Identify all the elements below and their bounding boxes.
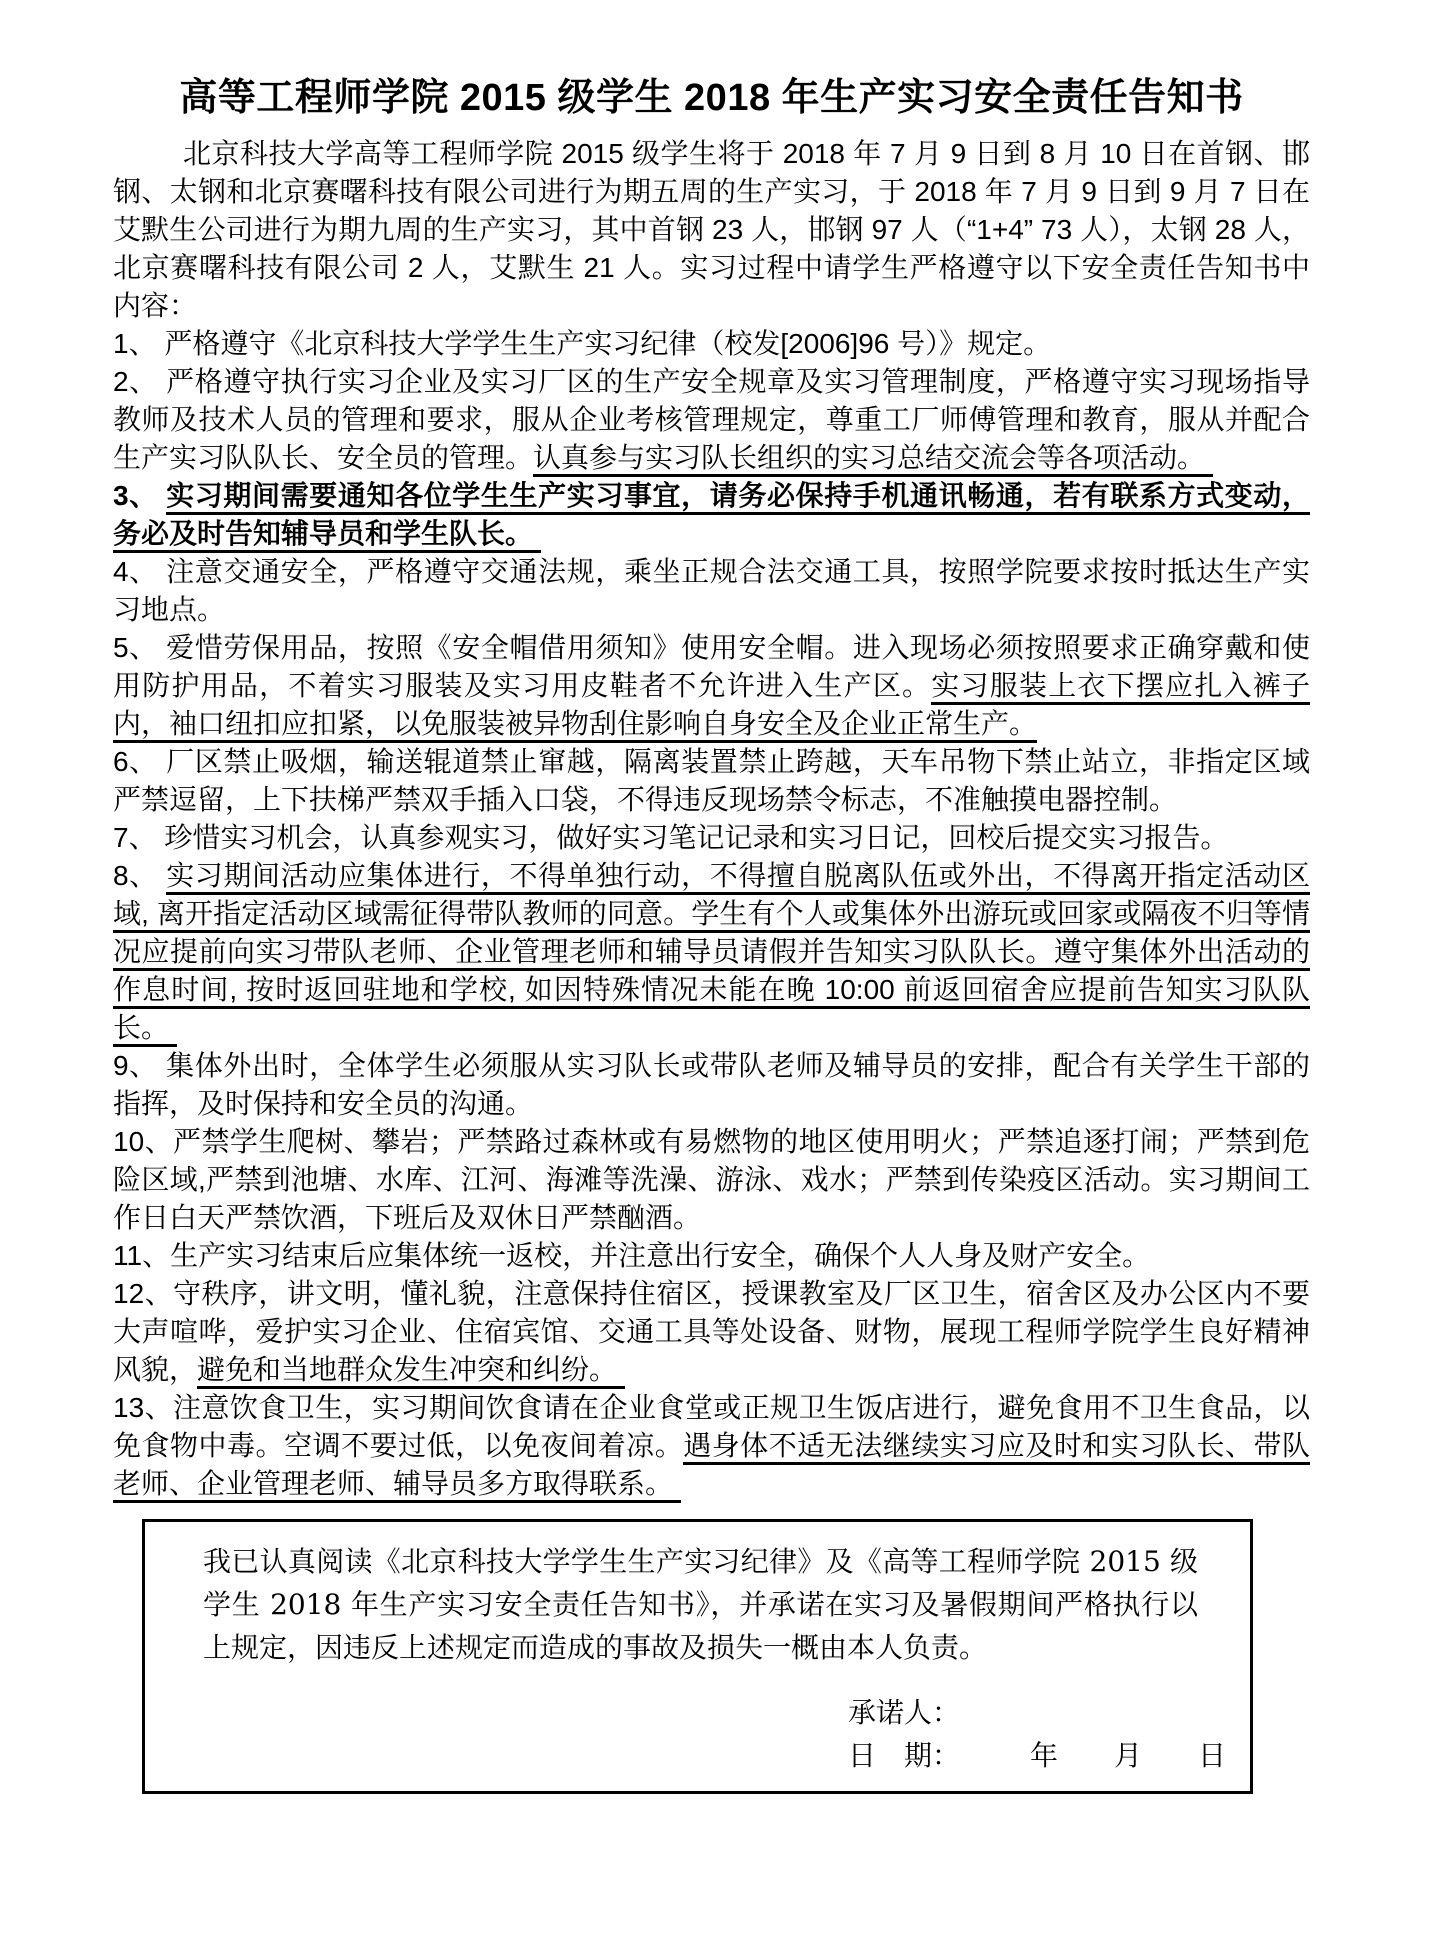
signer-label: 承诺人： — [848, 1696, 961, 1730]
item-1 — [113, 325, 1310, 363]
item-5 — [113, 629, 1310, 743]
text-run: 实习服装上衣下摆应扎入裤子内，袖口纽扣应扣紧，以免服装被异物刮住影响自身安全及企业正常生产。 — [113, 670, 1310, 743]
item-3 — [113, 477, 1310, 553]
text-run: 10、严禁学生爬树、攀岩；严禁路过森林或有易燃物的地区使用明火；严禁追逐打闹；严禁到危险区域,严禁到池塘、水库、江河、海滩等洗澡、游泳、戏水；严禁到传染疫区活动。实习期间工作日白天严禁饮酒，下班后及双休日严禁酗酒。 — [113, 1126, 1310, 1234]
item-6 — [113, 743, 1310, 819]
text-run: 认真参与实习队长组织的实习总结交流会等各项活动。 — [533, 442, 1213, 477]
text-run: 5、 爱惜劳保用品，按照《安全帽借用须知》使用安全帽。进入现场必须按照要求正确穿戴和使用防护用品，不着实习服装及实习用皮鞋者不允许进入生产区。 — [113, 632, 1310, 702]
text-run: 北京科技大学高等工程师学院 2015 级学生将于 2018 年 7 月 9 日到 8 月 10 日在首钢、邯钢、太钢和北京赛曙科技有限公司进行为期五周的生产实习，于 2018 年 7 月 9 日到 9 月 7 日在艾默生公司进行为期九周的生产实习，其中首钢 23 人，邯钢 97 人（“1+4” 73 人），太钢 28 人，北京赛曙科技有限公司 2 人，艾默生 21 人。实习过程中请学生严格遵守以下安全责任告知书中内容： — [113, 138, 1310, 322]
text-run: 遇身体不适无法继续实习应及时和实习队长、带队老师、企业管理老师、辅导员多方取得联系。 — [113, 1430, 1310, 1503]
intro-paragraph — [113, 135, 1310, 325]
text-run: 13、注意饮食卫生，实习期间饮食请在企业食堂或正规卫生饭店进行，避免食用不卫生食品，以免食物中毒。空调不要过低，以免夜间着凉。 — [113, 1392, 1310, 1462]
text-run: 6、 厂区禁止吸烟，输送辊道禁止窜越，隔离装置禁止跨越，天车吊物下禁止站立，非指定区域严禁逗留，上下扶梯严禁双手插入口袋，不得违反现场禁令标志，不准触摸电器控制。 — [113, 746, 1310, 816]
text-run: 7、 珍惜实习机会，认真参观实习，做好实习笔记记录和实习日记，回校后提交实习报告。 — [113, 822, 1229, 854]
item-10 — [113, 1123, 1310, 1237]
page-title: 高等工程师学院 2015 级学生 2018 年生产实习安全责任告知书 — [179, 77, 1244, 119]
text-run: 4、 注意交通安全，严格遵守交通法规，乘坐正规合法交通工具，按照学院要求按时抵达生产实习地点。 — [113, 556, 1310, 626]
signature-area — [848, 1691, 1227, 1777]
text-run: 11、生产实习结束后应集体统一返校，并注意出行安全，确保个人人身及财产安全。 — [113, 1240, 1151, 1272]
pledge-box — [142, 1519, 1253, 1794]
item-11 — [113, 1237, 1310, 1275]
text-run: 避免和当地群众发生冲突和纠纷。 — [197, 1354, 625, 1389]
item-13 — [113, 1389, 1310, 1503]
item-2 — [113, 363, 1310, 477]
pledge-statement: 我已认真阅读《北京科技大学学生生产实习纪律》及《高等工程师学院 2015 级学生 2018 年生产实习安全责任告知书》，并承诺在实习及暑假期间严格执行以上规定，因违反上述规定而造成的事故及损失一概由本人负责。 — [203, 1545, 1198, 1665]
text-run: 9、 集体外出时，全体学生必须服从实习队长或带队老师及辅导员的安排，配合有关学生干部的指挥，及时保持和安全员的沟通。 — [113, 1050, 1310, 1120]
text-run: 1、 严格遵守《北京科技大学学生生产实习纪律（校发[2006]96 号）》规定。 — [113, 328, 1052, 360]
text-run: 实习期间需要通知各位学生生产实习事宜，请务必保持手机通讯畅通，若有联系方式变动，务必及时告知辅导员和学生队长。 — [113, 480, 1310, 553]
item-9 — [113, 1047, 1310, 1123]
item-7 — [113, 819, 1310, 857]
item-12 — [113, 1275, 1310, 1389]
item-4 — [113, 553, 1310, 629]
text-run: 8、 — [113, 860, 167, 892]
text-run: 3、 — [113, 480, 167, 512]
text-run: 实习期间活动应集体进行，不得单独行动，不得擅自脱离队伍或外出，不得离开指定活动区域, 离开指定活动区域需征得带队教师的同意。学生有个人或集体外出游玩或回家或隔夜不归等情况应提前向实习带队老师、企业管理老师和辅导员请假并告知实习队队长。遵守集体外出活动的作息时间, 按时返回驻地和学校, 如因特殊情况未能在晚 10:00 前返回宿舍应提前告知实习队队长。 — [113, 860, 1310, 1047]
document-body — [113, 135, 1310, 1503]
text-run: 12、守秩序，讲文明，懂礼貌，注意保持住宿区，授课教室及厂区卫生，宿舍区及办公区内不要大声喧哗，爱护实习企业、住宿宾馆、交通工具等处设备、财物，展现工程师学院学生良好精神风貌， — [113, 1278, 1310, 1386]
text-run: 2、 严格遵守执行实习企业及实习厂区的生产安全规章及实习管理制度，严格遵守实习现场指导教师及技术人员的管理和要求，服从企业考核管理规定，尊重工厂师傅管理和教育，服从并配合生产实习队队长、安全员的管理。 — [113, 366, 1310, 474]
date-label: 日 期： 年 月 日 — [848, 1739, 1227, 1773]
item-8 — [113, 857, 1310, 1047]
